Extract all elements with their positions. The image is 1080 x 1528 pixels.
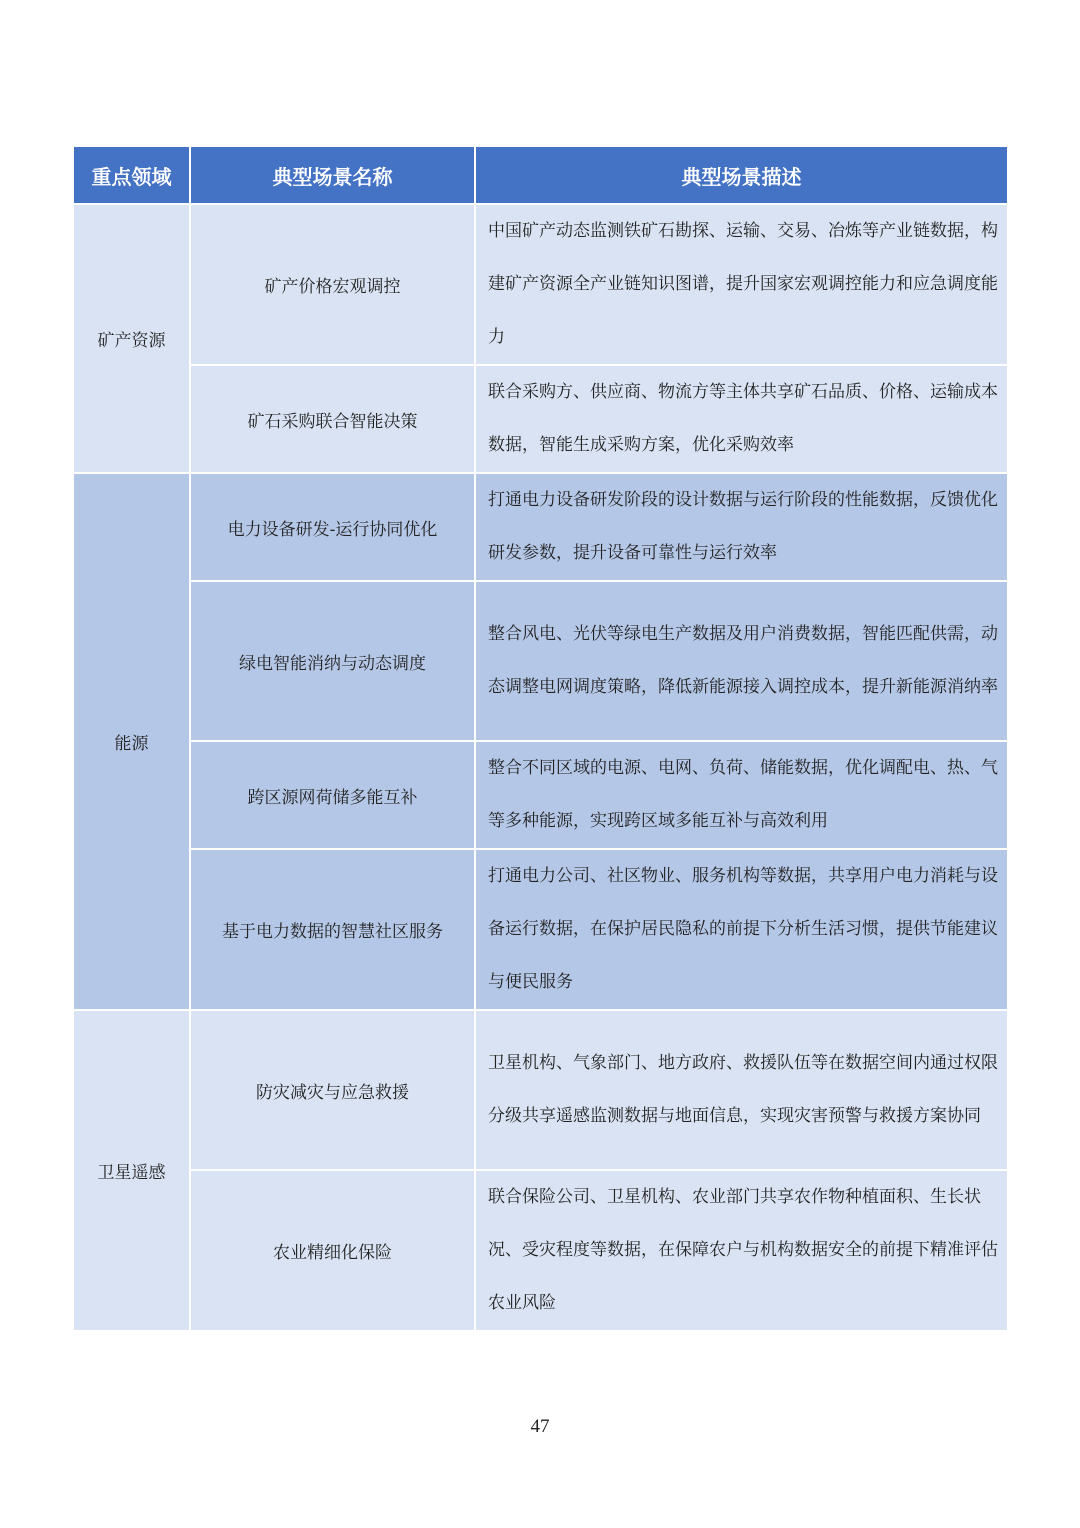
domain-cell: 矿产资源: [73, 204, 190, 473]
table-row: [73, 849, 1008, 1010]
table-row: [73, 473, 1008, 581]
page-number: 47: [530, 1416, 550, 1437]
table-row: [73, 1010, 1008, 1170]
scenario-name-cell: 矿石采购联合智能决策: [190, 365, 475, 473]
scenario-desc-cell: 整合风电、光伏等绿电生产数据及用户消费数据，智能匹配供需，动态调整电网调度策略，降低新能源接入调控成本，提升新能源消纳率: [475, 581, 1008, 741]
table-row: [73, 741, 1008, 849]
scenario-desc-cell: 联合采购方、供应商、物流方等主体共享矿石品质、价格、运输成本数据，智能生成采购方案，优化采购效率: [475, 365, 1008, 473]
table-row: [73, 365, 1008, 473]
scenario-name-cell: 矿产价格宏观调控: [190, 204, 475, 365]
scenario-desc-cell: 打通电力设备研发阶段的设计数据与运行阶段的性能数据，反馈优化研发参数，提升设备可靠性与运行效率: [475, 473, 1008, 581]
scenario-name-cell: 跨区源网荷储多能互补: [190, 741, 475, 849]
table-row: [73, 581, 1008, 741]
scenario-desc-cell: 中国矿产动态监测铁矿石勘探、运输、交易、冶炼等产业链数据，构建矿产资源全产业链知识图谱，提升国家宏观调控能力和应急调度能力: [475, 204, 1008, 365]
table-row: [73, 204, 1008, 365]
header-scenario-desc: 典型场景描述: [475, 146, 1008, 204]
scenario-desc-cell: 联合保险公司、卫星机构、农业部门共享农作物种植面积、生长状况、受灾程度等数据，在保障农户与机构数据安全的前提下精准评估农业风险: [475, 1170, 1008, 1331]
scenario-desc-cell: 打通电力公司、社区物业、服务机构等数据，共享用户电力消耗与设备运行数据，在保护居民隐私的前提下分析生活习惯，提供节能建议与便民服务: [475, 849, 1008, 1010]
table-header-row: [73, 146, 1008, 204]
scenario-table: [72, 145, 1009, 1332]
scenario-name-cell: 防灾减灾与应急救援: [190, 1010, 475, 1170]
table-row: [73, 1170, 1008, 1331]
domain-cell: 卫星遥感: [73, 1010, 190, 1331]
scenario-name-cell: 电力设备研发-运行协同优化: [190, 473, 475, 581]
header-scenario-name: 典型场景名称: [190, 146, 475, 204]
scenario-name-cell: 绿电智能消纳与动态调度: [190, 581, 475, 741]
domain-cell: 能源: [73, 473, 190, 1010]
scenario-name-cell: 农业精细化保险: [190, 1170, 475, 1331]
scenario-desc-cell: 卫星机构、气象部门、地方政府、救援队伍等在数据空间内通过权限分级共享遥感监测数据与地面信息，实现灾害预警与救援方案协同: [475, 1010, 1008, 1170]
scenario-desc-cell: 整合不同区域的电源、电网、负荷、储能数据，优化调配电、热、气等多种能源，实现跨区域多能互补与高效利用: [475, 741, 1008, 849]
scenario-name-cell: 基于电力数据的智慧社区服务: [190, 849, 475, 1010]
header-domain: 重点领域: [73, 146, 190, 204]
